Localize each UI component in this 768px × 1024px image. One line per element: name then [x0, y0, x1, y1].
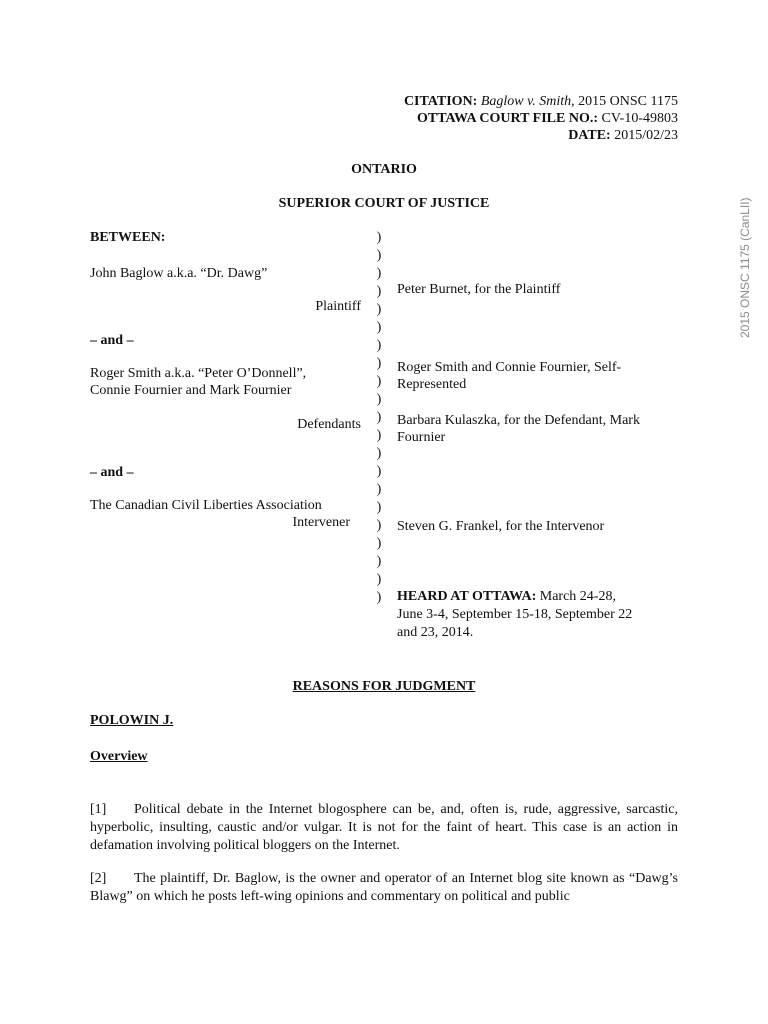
heard-line-1: [397, 588, 667, 606]
intervener-name: The Canadian Civil Liberties Association: [90, 498, 322, 513]
paren: ): [376, 446, 382, 461]
defendants-line-1: Roger Smith a.k.a. “Peter O’Donnell”,: [90, 366, 307, 381]
paren: ): [376, 536, 382, 551]
counsel-defendant-mark-line-2: Fournier: [397, 430, 446, 445]
plaintiff-name: John Baglow a.k.a. “Dr. Dawg”: [90, 266, 268, 281]
citation-ref: , 2015 ONSC 1175: [571, 94, 678, 109]
defendants-role: Defendants: [297, 417, 361, 432]
counsel-intervenor: Steven G. Frankel, for the Intervenor: [397, 519, 605, 534]
paragraph-1: [90, 801, 678, 855]
counsel-self-represented-line-2: Represented: [397, 377, 467, 392]
paragraph-text: Political debate in the Internet blogosphere can be, and, often is, rude, aggressive, sarcastic, hyperbolic, insulting, caustic and/or vulgar. It is not for the faint of heart. This case is an action in defamation involving political bloggers on the Internet.: [90, 802, 678, 853]
paren: ): [376, 590, 382, 605]
heard-dates-start: March 24-28,: [536, 589, 616, 604]
paren: ): [376, 374, 382, 389]
paren: ): [376, 392, 382, 407]
paren: ): [376, 500, 382, 515]
and-separator-2: – and –: [90, 465, 134, 480]
paren: ): [376, 266, 382, 281]
counsel-plaintiff: Peter Burnet, for the Plaintiff: [397, 282, 561, 297]
and-separator-1: – and –: [90, 333, 134, 348]
intervener-role: Intervener: [292, 515, 350, 530]
paren-divider: [373, 229, 385, 607]
reasons-title: REASONS FOR JUDGMENT: [292, 679, 476, 694]
paren: ): [376, 410, 382, 425]
counsel-defendant-mark-line-1: Barbara Kulaszka, for the Defendant, Mark: [397, 413, 640, 428]
paren: ): [376, 284, 382, 299]
citation-case: Baglow v. Smith: [480, 94, 572, 109]
defendants-line-2: Connie Fournier and Mark Fournier: [90, 383, 292, 398]
paren: ): [376, 320, 382, 335]
judge-name: POLOWIN J.: [90, 713, 174, 728]
plaintiff-role: Plaintiff: [315, 299, 361, 314]
paragraph-number: [1]: [90, 802, 107, 817]
file-number-value: CV-10-49803: [601, 111, 678, 126]
date-line: [568, 128, 678, 144]
paragraph-number: [2]: [90, 871, 107, 886]
paren: ): [376, 338, 382, 353]
section-heading-overview: Overview: [90, 749, 148, 764]
date-value: 2015/02/23: [614, 128, 678, 143]
between-label: BETWEEN:: [90, 230, 166, 245]
paren: ): [376, 518, 382, 533]
heard-line-3: and 23, 2014.: [397, 625, 474, 640]
paren: ): [376, 572, 382, 587]
province-heading: ONTARIO: [351, 162, 417, 177]
counsel-self-represented-line-1: Roger Smith and Connie Fournier, Self-: [397, 360, 622, 375]
file-number-line: [417, 111, 678, 127]
heard-label: HEARD AT OTTAWA:: [397, 589, 537, 604]
citation-line: [404, 94, 678, 110]
paren: ): [376, 554, 382, 569]
date-label: DATE:: [568, 128, 611, 143]
file-number-label: OTTAWA COURT FILE NO.:: [416, 111, 598, 126]
paren: ): [376, 230, 382, 245]
paren: ): [376, 428, 382, 443]
paren: ): [376, 302, 382, 317]
citation-label: CITATION:: [403, 94, 478, 109]
paragraph-2: [90, 870, 678, 906]
paragraph-text: The plaintiff, Dr. Baglow, is the owner and operator of an Internet blog site known as “Dawg’s Blawg” on which he posts left-wing opinions and commentary on political and public: [90, 871, 678, 904]
heard-line-2: June 3-4, September 15-18, September 22: [397, 607, 633, 622]
paren: ): [376, 248, 382, 263]
court-name-heading: SUPERIOR COURT OF JUSTICE: [278, 196, 490, 211]
paren: ): [376, 464, 382, 479]
paren: ): [376, 482, 382, 497]
paren: ): [376, 356, 382, 371]
canlii-watermark: 2015 ONSC 1175 (CanLII): [738, 197, 752, 338]
